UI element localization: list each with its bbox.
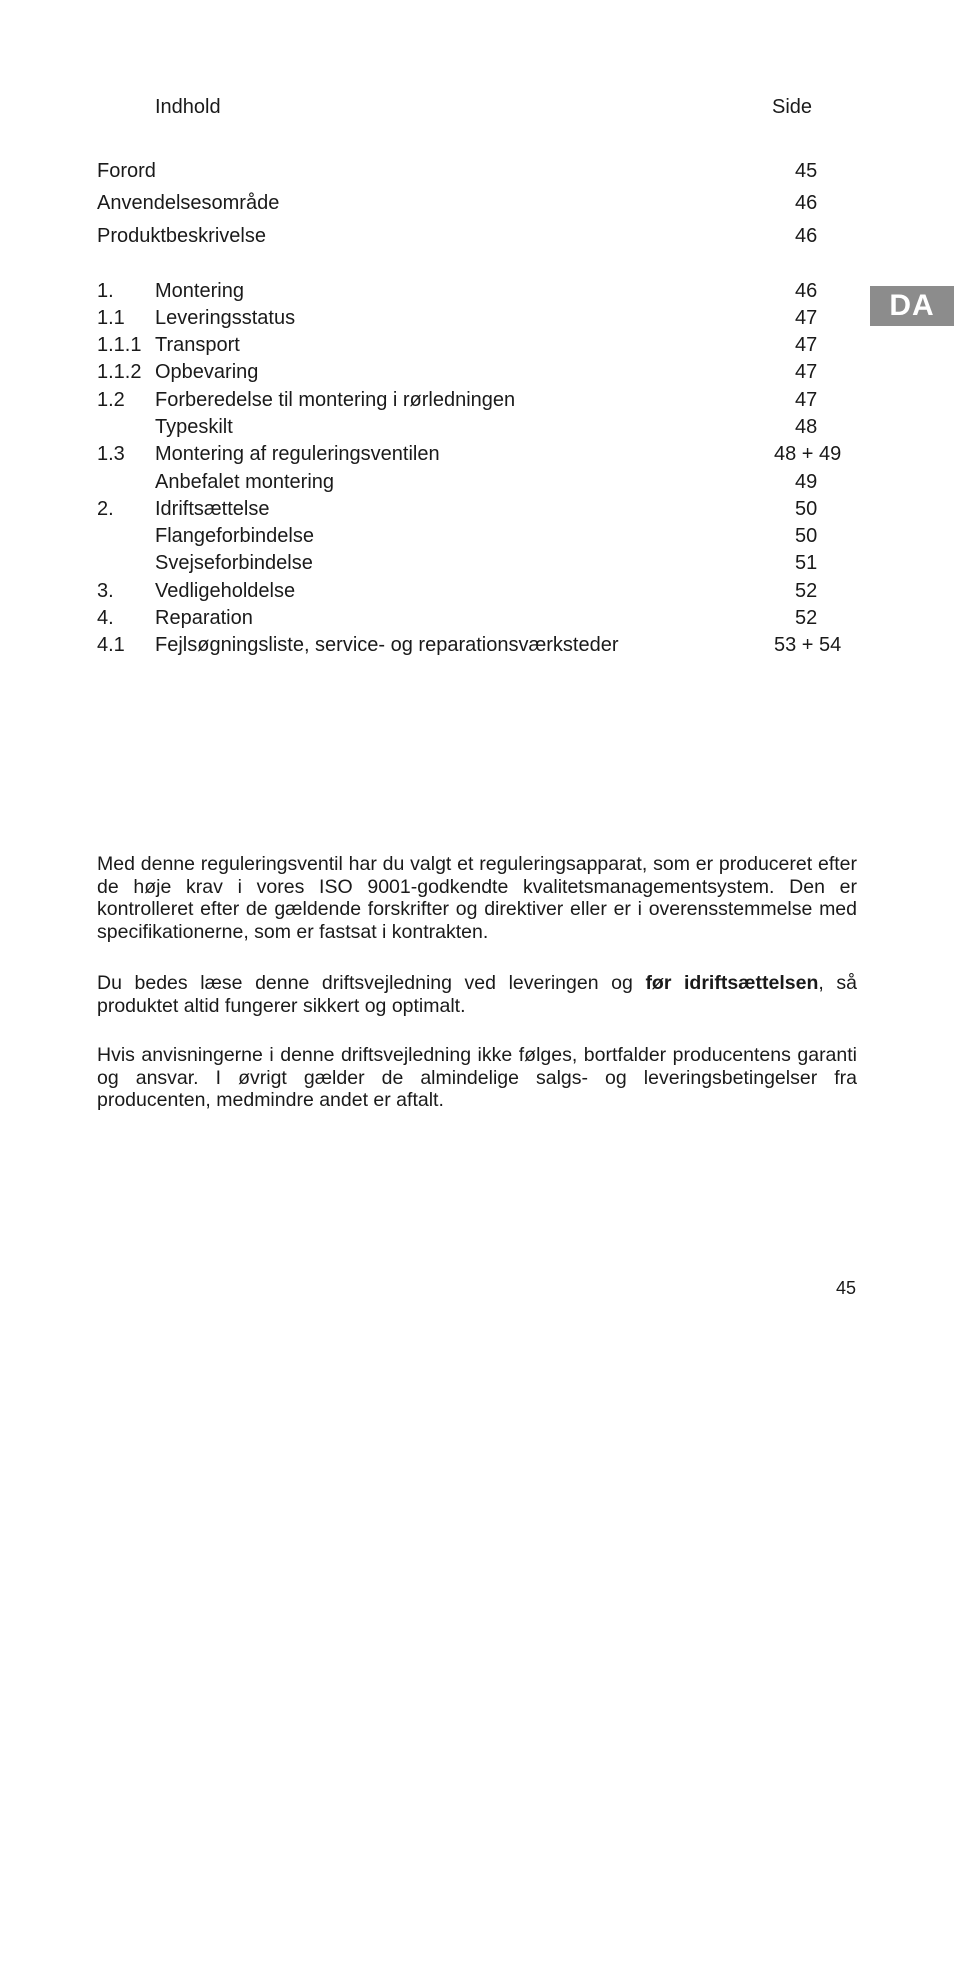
toc-entry-page: 46 — [795, 280, 818, 302]
toc-entry — [0, 605, 954, 631]
toc-entry — [0, 223, 954, 249]
toc-entry-label: Opbevaring — [155, 361, 259, 383]
toc-entry-label: Idriftsættelse — [155, 498, 270, 520]
toc-entry-label: Produktbeskrivelse — [97, 225, 266, 247]
toc-entry — [0, 332, 954, 358]
toc-entry-page: 47 — [795, 334, 818, 356]
toc-entry-label: Forberedelse til montering i rørledningen — [155, 389, 516, 411]
toc-entry-page: 47 — [795, 389, 818, 411]
toc-entry — [0, 578, 954, 604]
toc-entry-label: Vedligeholdelse — [155, 580, 296, 602]
intro-paragraph-2 — [97, 972, 857, 1017]
toc-entry-page: 48 — [795, 416, 818, 438]
toc-entry-label: Montering af reguleringsventilen — [155, 443, 440, 465]
toc-entry-page: 49 — [795, 471, 818, 493]
paragraph-text: , så produktet altid fungerer sikkert og optimalt. — [97, 972, 857, 1017]
toc-entry — [0, 632, 954, 658]
toc-entry — [0, 158, 954, 184]
toc-entry-page: 47 — [795, 361, 818, 383]
language-tab: DA — [870, 286, 954, 326]
toc-entry-number: 4.1 — [97, 634, 125, 656]
page-number: 45 — [836, 1278, 857, 1298]
toc-entry-page: 50 — [795, 525, 818, 547]
toc-header — [0, 96, 954, 122]
toc-entry-label: Montering — [155, 280, 244, 302]
intro-paragraph-3: Hvis anvisningerne i denne driftsvejledning ikke følges, bortfalder producentens garanti og ansvar. I øvrigt gælder de almindelige salgs- og leveringsbetingelser fra producenten, medmindre andet er aftalt. — [97, 1044, 857, 1111]
toc-title: Indhold — [155, 96, 221, 118]
toc-entry-label: Reparation — [155, 607, 253, 629]
toc-entry-page: 51 — [795, 552, 818, 574]
toc-entry — [0, 523, 954, 549]
toc-entry-number: 1. — [97, 280, 114, 302]
toc-entry-page: 52 — [795, 580, 818, 602]
toc-entry-label: Transport — [155, 334, 240, 356]
toc-entry-page: 46 — [795, 192, 818, 214]
toc-entry — [0, 305, 954, 331]
toc-entry-number: 1.2 — [97, 389, 125, 411]
toc-entry-label: Anbefalet montering — [155, 471, 335, 493]
toc-entry-page: 47 — [795, 307, 818, 329]
toc-entry — [0, 387, 954, 413]
toc-entry-page: 45 — [795, 160, 818, 182]
toc-entry-page: 52 — [795, 607, 818, 629]
toc-entry-label: Anvendelsesområde — [97, 192, 280, 214]
toc-entry-number: 4. — [97, 607, 114, 629]
intro-paragraph-1: Med denne reguleringsventil har du valgt et reguleringsapparat, som er produceret efter de høje krav i vores ISO 9001-godkendte kvalitetsmanagementsystem. Den er kontrolleret efter de gældende forskrifter og direktiver eller er i overensstemmelse med specifikationerne, som er fastsat i kontrakten. — [97, 853, 857, 943]
toc-entry-label: Typeskilt — [155, 416, 233, 438]
toc-entry — [0, 496, 954, 522]
toc-entry-label: Svejseforbindelse — [155, 552, 313, 574]
toc-entry-label: Fejlsøgningsliste, service- og reparationsværksteder — [155, 634, 619, 656]
toc-entry-number: 1.1 — [97, 307, 125, 329]
toc-entry-page: 48 + 49 — [774, 443, 842, 465]
paragraph-emphasis: før idriftsættelsen — [645, 972, 819, 994]
toc-entry-label: Leveringsstatus — [155, 307, 296, 329]
toc-entry-number: 1.3 — [97, 443, 125, 465]
toc-entry-number: 3. — [97, 580, 114, 602]
toc-entry-label: Flangeforbindelse — [155, 525, 314, 547]
toc-entry-label: Forord — [97, 160, 156, 182]
toc-entry — [0, 278, 954, 304]
toc-entry — [0, 469, 954, 495]
toc-entry-page: 46 — [795, 225, 818, 247]
toc-entry — [0, 414, 954, 440]
toc-page-column-heading: Side — [771, 96, 813, 118]
toc-entry-number: 1.1.1 — [97, 334, 142, 356]
toc-entry — [0, 441, 954, 467]
toc-entry — [0, 190, 954, 216]
toc-entry — [0, 359, 954, 385]
paragraph-text: Du bedes læse denne driftsvejledning ved leveringen og — [97, 972, 646, 994]
toc-entry-page: 50 — [795, 498, 818, 520]
toc-entry — [0, 550, 954, 576]
toc-entry-number: 1.1.2 — [97, 361, 142, 383]
toc-entry-page: 53 + 54 — [774, 634, 842, 656]
toc-entry-number: 2. — [97, 498, 114, 520]
